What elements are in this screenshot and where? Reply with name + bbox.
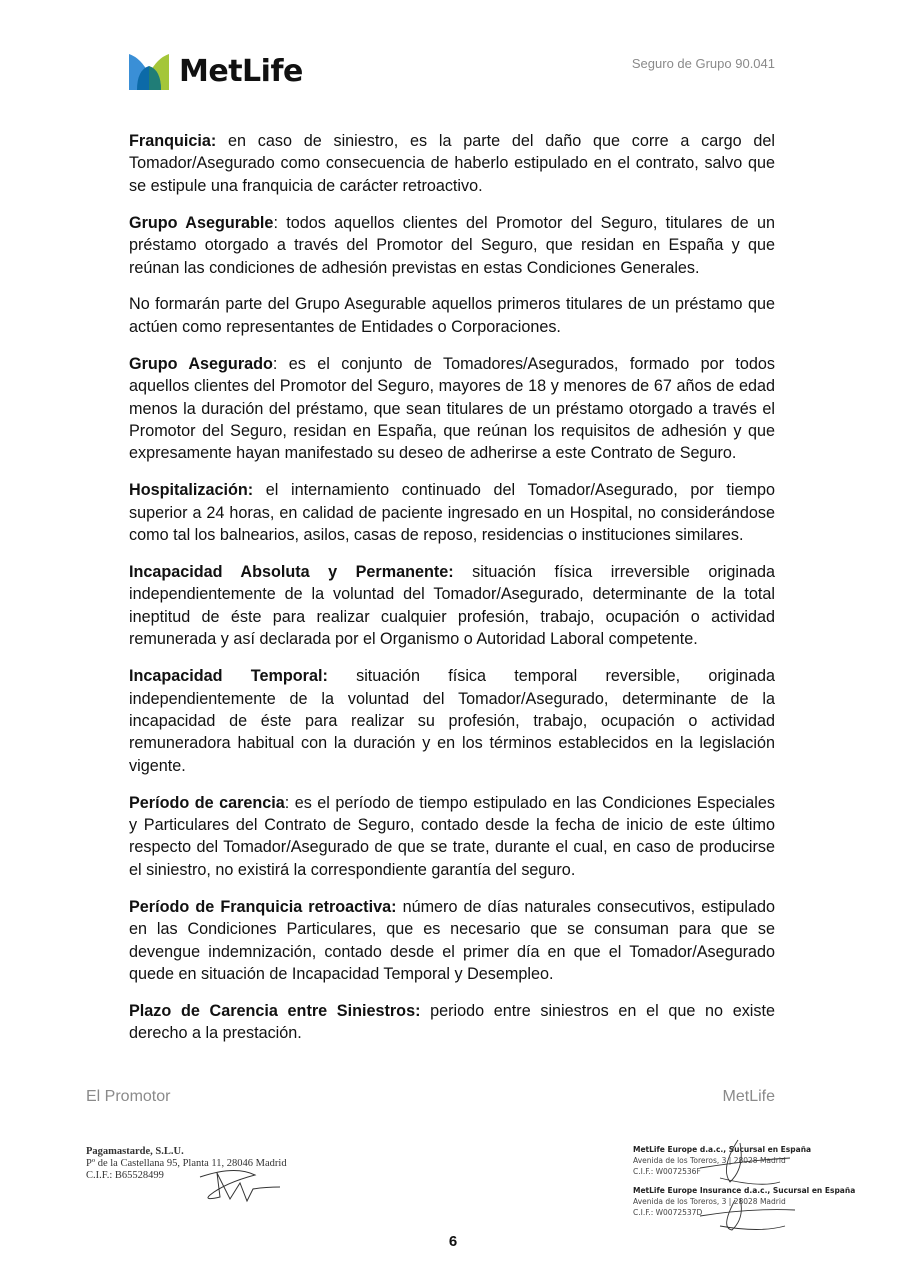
metlife-entity-cif: C.I.F.: W0072536F bbox=[633, 1167, 701, 1176]
definition-term: Incapacidad Absoluta y Permanente: bbox=[129, 563, 454, 581]
definition-paragraph bbox=[129, 130, 775, 197]
metlife-entity-cif: C.I.F.: W0072537D bbox=[633, 1208, 703, 1217]
metlife-label: MetLife bbox=[722, 1088, 775, 1105]
definition-text: : es el conjunto de Tomadores/Asegurados, formado por todos aquellos clientes del Promotor del Seguro, mayores de 18 y menores de 67 años de edad menos la duración del préstamo, que sean titulares de un préstamo otorgado a través el Promotor del Seguro, residan en España, que reúnan los requisitos de adhesión y que expresamente hayan manifestado su deseo de adherirse a este Contrato de Seguro. bbox=[129, 354, 775, 463]
metlife-entity-name: MetLife Europe d.a.c., Sucursal en España bbox=[633, 1145, 812, 1154]
metlife-logo bbox=[129, 52, 303, 90]
definition-text: el internamiento continuado del Tomador/Asegurado, por tiempo superior a 24 horas, en calidad de paciente ingresado en un Hospital, no considerándose como tal los balnearios, asilos, casas de reposo, residencias o instituciones similares. bbox=[129, 481, 775, 545]
promotor-address: Pº de la Castellana 95, Planta 11, 28046 Madrid bbox=[86, 1158, 287, 1169]
definitions-body bbox=[129, 130, 775, 1059]
metlife-signature bbox=[690, 1138, 800, 1233]
definition-paragraph bbox=[129, 896, 775, 986]
definition-text: periodo entre siniestros en el que no existe derecho a la prestación. bbox=[129, 1001, 775, 1043]
definition-paragraph bbox=[129, 479, 775, 546]
promotor-name: Pagamastarde, S.L.U. bbox=[86, 1146, 184, 1157]
definition-paragraph bbox=[129, 665, 775, 777]
promotor-signature bbox=[195, 1165, 285, 1205]
page-number: 6 bbox=[448, 1233, 458, 1250]
definition-paragraph bbox=[129, 212, 775, 279]
logo-text: MetLife bbox=[179, 53, 303, 89]
definition-paragraph bbox=[129, 353, 775, 465]
definition-text: : todos aquellos clientes del Promotor del Seguro, titulares de un préstamo otorgado a través del Promotor del Seguro, que residan en España y que reúnan las condiciones de adhesión previstas en estas Condiciones Generales. bbox=[129, 213, 775, 277]
definition-text: situación física temporal reversible, originada independientemente de la voluntad del Tomador/Asegurado, determinante de la incapacidad de éste para realizar su profesión, trabajo, ocupación o actividad remuneradora habitual con la duración y en los términos establecidos en la legislación vigente. bbox=[129, 667, 776, 775]
definition-paragraph bbox=[129, 293, 775, 338]
promotor-label: El Promotor bbox=[86, 1088, 171, 1105]
definition-term: Grupo Asegurable bbox=[129, 213, 274, 232]
metlife-entity-address: Avenida de los Toreros, 3 | 28028 Madrid bbox=[633, 1156, 786, 1165]
definition-text: situación física irreversible originada independientemente de la voluntad del Tomador/Asegurado, determinante de la total ineptitud de éste para realizar cualquier profesión, trabajo, ocupación o actividad remunerada y así declarada por el Organismo o Autoridad Laboral competente. bbox=[129, 563, 775, 649]
definition-term: Período de carencia bbox=[129, 793, 285, 812]
definition-text: en caso de siniestro, es la parte del daño que corre a cargo del Tomador/Asegurado como consecuencia de haberlo estipulado en el contrato, salvo que se estipule una franquicia de carácter retroactivo. bbox=[129, 132, 775, 195]
metlife-entity-address: Avenida de los Toreros, 3 | 28028 Madrid bbox=[633, 1197, 786, 1206]
definition-term: Grupo Asegurado bbox=[129, 354, 273, 373]
document-reference: Seguro de Grupo 90.041 bbox=[631, 56, 775, 71]
definition-term: Incapacidad Temporal: bbox=[129, 667, 328, 686]
promotor-cif: C.I.F.: B65528499 bbox=[86, 1170, 164, 1181]
definition-paragraph bbox=[129, 792, 775, 882]
definition-term: Hospitalización: bbox=[129, 481, 254, 500]
metlife-logo-icon bbox=[129, 52, 169, 90]
definition-paragraph bbox=[129, 1000, 775, 1045]
definition-term: Período de Franquicia retroactiva: bbox=[129, 897, 397, 916]
definition-paragraph bbox=[129, 561, 775, 651]
signature-labels bbox=[86, 1088, 775, 1106]
definition-text: No formarán parte del Grupo Asegurable aquellos primeros titulares de un préstamo que actúen como representantes de Entidades o Corporaciones. bbox=[129, 295, 775, 336]
definition-text: : es el período de tiempo estipulado en las Condiciones Especiales y Particulares del Contrato de Seguro, contado desde la fecha de inicio de este último respecto del Tomador/Asegurado de que se trate, durante el cual, en caso de producirse el siniestro, no existirá la correspondiente garantía del seguro. bbox=[129, 793, 775, 879]
definition-term: Plazo de Carencia entre Siniestros: bbox=[129, 1001, 421, 1020]
metlife-entity-name: MetLife Europe Insurance d.a.c., Sucursal en España bbox=[633, 1186, 856, 1195]
definition-term: Franquicia: bbox=[129, 132, 217, 150]
definition-text: número de días naturales consecutivos, estipulado en las Condiciones Particulares, que es necesario que se consuman para que se devengue indemnización, contado desde el primer día en que el Tomador/Asegurado quede en situación de Incapacidad Temporal y Desempleo. bbox=[129, 897, 775, 983]
